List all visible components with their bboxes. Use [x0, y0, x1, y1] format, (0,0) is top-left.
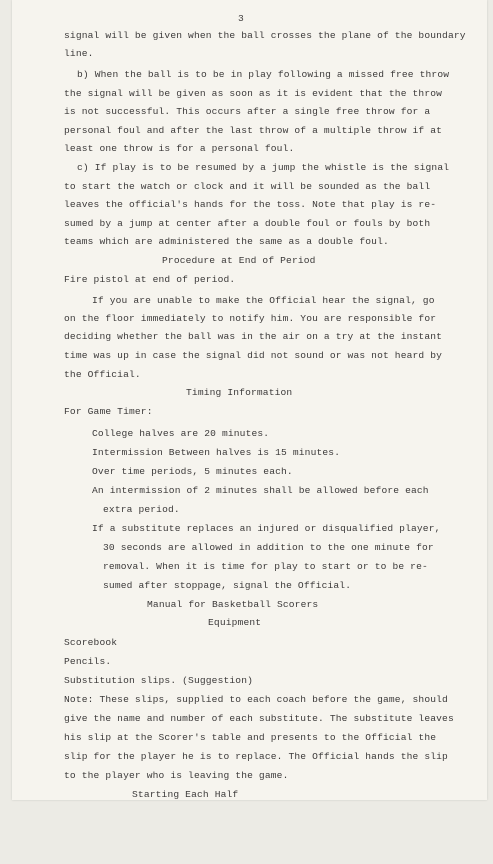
typed-page — [12, 0, 487, 800]
text-line: Note: These slips, supplied to each coach before the game, should — [64, 694, 448, 705]
text-line: If a substitute replaces an injured or disqualified player, — [92, 523, 441, 534]
text-line: For Game Timer: — [64, 406, 153, 417]
text-line: College halves are 20 minutes. — [92, 428, 270, 439]
text-line: on the floor immediately to notify him. You are responsible for — [64, 313, 437, 324]
section-heading: Equipment — [208, 617, 262, 628]
text-line: sumed after stoppage, signal the Official. — [103, 580, 352, 591]
text-line: teams which are administered the same as a double foul. — [64, 236, 389, 247]
text-line: Intermission Between halves is 15 minutes. — [92, 447, 341, 458]
text-line: give the name and number of each substitute. The substitute leaves — [64, 713, 454, 724]
text-line: sumed by a jump at center after a double foul or fouls by both — [64, 218, 431, 229]
text-line: personal foul and after the last throw of a multiple throw if at — [64, 125, 443, 136]
text-line: If you are unable to make the Official hear the signal, go — [92, 295, 435, 306]
text-line: his slip at the Scorer's table and presents to the Official the — [64, 732, 437, 743]
text-line: 30 seconds are allowed in addition to the one minute for — [103, 542, 434, 553]
page-number: 3 — [238, 13, 244, 24]
text-line: the Official. — [64, 369, 141, 380]
section-heading: Timing Information — [186, 387, 293, 398]
text-line: removal. When it is time for play to start or to be re- — [103, 561, 428, 572]
text-line: line. — [64, 48, 94, 59]
section-heading: Starting Each Half — [132, 789, 239, 800]
text-line: is not successful. This occurs after a single free throw for a — [64, 106, 431, 117]
text-line: c) If play is to be resumed by a jump the whistle is the signal — [77, 162, 450, 173]
typed-text — [12, 0, 466, 864]
text-line: to start the watch or clock and it will be sounded as the ball — [64, 181, 431, 192]
text-line: slip for the player he is to replace. The Official hands the slip — [64, 751, 448, 762]
text-line: the signal will be given as soon as it is evident that the throw — [64, 88, 443, 99]
text-line: An intermission of 2 minutes shall be allowed before each — [92, 485, 429, 496]
section-heading: Manual for Basketball Scorers — [147, 599, 319, 610]
text-line: leaves the official's hands for the toss. Note that play is re- — [64, 199, 437, 210]
text-line: Substitution slips. (Suggestion) — [64, 675, 254, 686]
text-line: least one throw is for a personal foul. — [64, 143, 295, 154]
text-line: Over time periods, 5 minutes each. — [92, 466, 293, 477]
text-line: Pencils. — [64, 656, 112, 667]
text-line: Fire pistol at end of period. — [64, 274, 236, 285]
text-line: Scorebook — [64, 637, 118, 648]
text-line: b) When the ball is to be in play following a missed free throw — [77, 69, 450, 80]
text-line: time was up in case the signal did not sound or was not heard by — [64, 350, 443, 361]
text-line: deciding whether the ball was in the air on a try at the instant — [64, 331, 443, 342]
text-line: extra period. — [103, 504, 180, 515]
text-line: to the player who is leaving the game. — [64, 770, 289, 781]
text-line: signal will be given when the ball crosses the plane of the boundary — [64, 30, 466, 41]
section-heading: Procedure at End of Period — [162, 255, 316, 266]
